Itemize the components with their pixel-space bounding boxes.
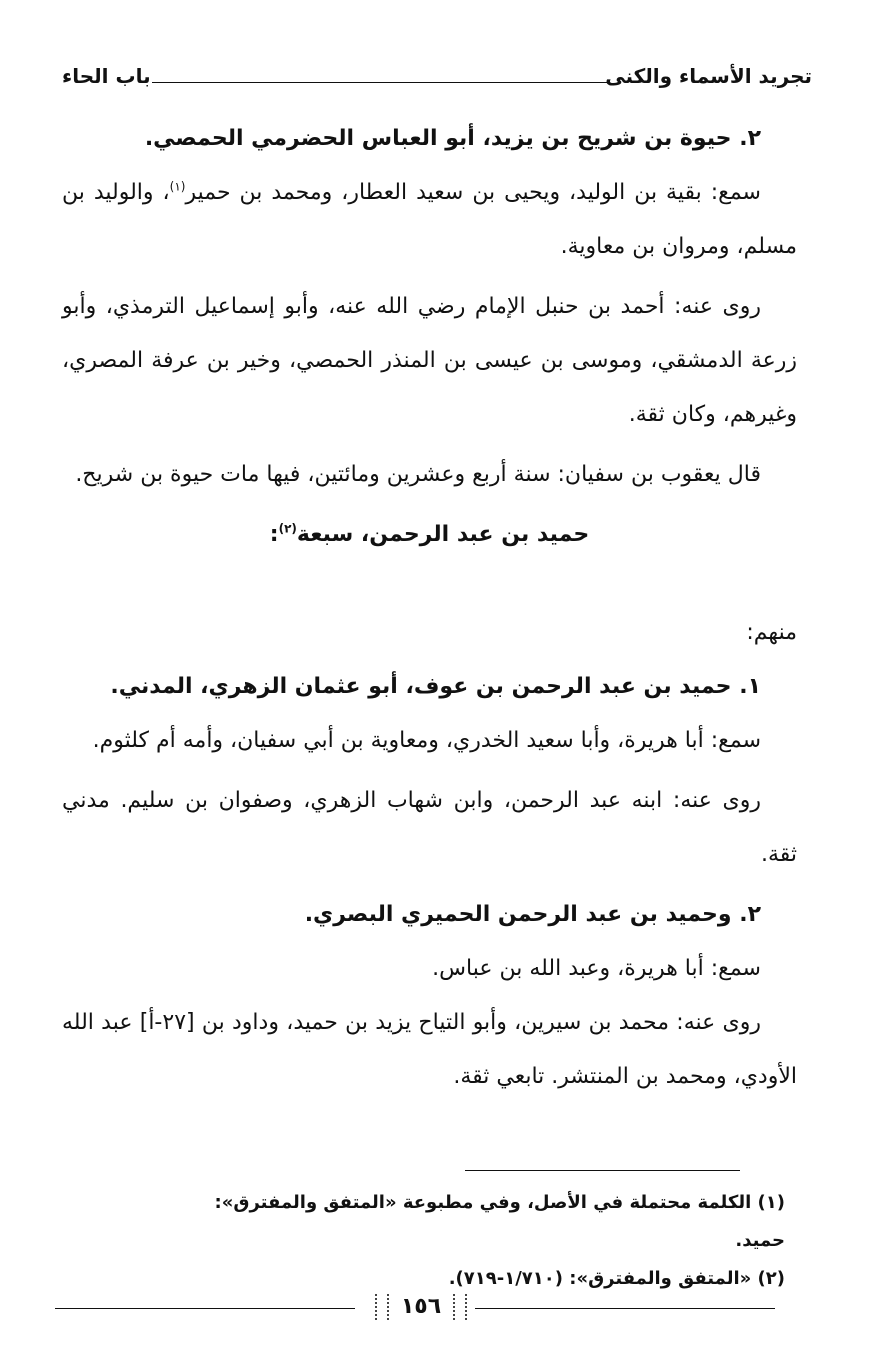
running-head-chapter: باب الحاء	[62, 64, 151, 88]
footnotes	[160, 1184, 785, 1298]
footnote-item: (٢) «المتفق والمفترق»: (١/٧١٠-٧١٩).	[448, 1268, 785, 1289]
footnote-item: (١) الكلمة محتملة في الأصل، وفي مطبوعة «المتفق والمفترق»: حميد.	[214, 1192, 785, 1251]
paragraph-heard-from: سمع: بقية بن الوليد، ويحيى بن سعيد العطار، ومحمد بن حمير$^{(١)}$، والوليد بن مسلم، ومروان بن معاوية.	[62, 179, 797, 259]
page-number-box	[373, 1290, 469, 1324]
running-head-rule	[152, 82, 607, 83]
entry-heading: ٢. وحميد بن عبد الرحمن الحميري البصري.	[304, 902, 761, 927]
page-number: ١٥٦	[400, 1294, 442, 1319]
running-head-book-title: تجريد الأسماء والكنى	[605, 64, 812, 88]
paragraph-heard-from: سمع: أبا هريرة، وعبد الله بن عباس.	[432, 956, 761, 981]
ornament-icon	[453, 1294, 467, 1320]
paragraph-intro: منهم:	[746, 620, 797, 645]
footnote-ref[interactable]: (١)	[169, 179, 186, 194]
footnote-ref[interactable]: (٢)	[278, 521, 297, 536]
paragraph-quote: قال يعقوب بن سفيان: سنة أربع وعشرين ومائتين، فيها مات حيوة بن شريح.	[75, 462, 761, 487]
entry-heading: ٢. حيوة بن شريح بن يزيد، أبو العباس الحضرمي الحمصي.	[144, 126, 761, 151]
paragraph-narrated-by: روى عنه: ابنه عبد الرحمن، وابن شهاب الزهري، وصفوان بن سليم. مدني ثقة.	[62, 788, 797, 867]
running-head	[62, 62, 812, 94]
entry-heading: ١. حميد بن عبد الرحمن بن عوف، أبو عثمان الزهري، المدني.	[110, 674, 761, 699]
section-heading: حميد بن عبد الرحمن، سبعة$^{(٢)}$:	[269, 521, 590, 547]
paragraph-narrated-by: روى عنه: محمد بن سيرين، وأبو التياح يزيد بن حميد، وداود بن [٢٧-أ] عبد الله الأودي، ومحمد بن المنتشر. تابعي ثقة.	[62, 1010, 797, 1089]
footnote-separator	[465, 1170, 740, 1171]
ornament-icon	[375, 1294, 389, 1320]
footer-rule-left	[55, 1308, 355, 1309]
page-footer	[55, 1288, 775, 1328]
paragraph-heard-from: سمع: أبا هريرة، وأبا سعيد الخدري، ومعاوية بن أبي سفيان، وأمه أم كلثوم.	[92, 728, 761, 753]
body-text	[62, 112, 797, 1110]
footer-rule-right	[475, 1308, 775, 1309]
paragraph-narrated-by: روى عنه: أحمد بن حنبل الإمام رضي الله عنه، وأبو إسماعيل الترمذي، وأبو زرعة الدمشقي، وموسى بن عيسى بن المنذر الحمصي، وخير بن عرفة المصري، وغيرهم، وكان ثقة.	[62, 294, 797, 427]
